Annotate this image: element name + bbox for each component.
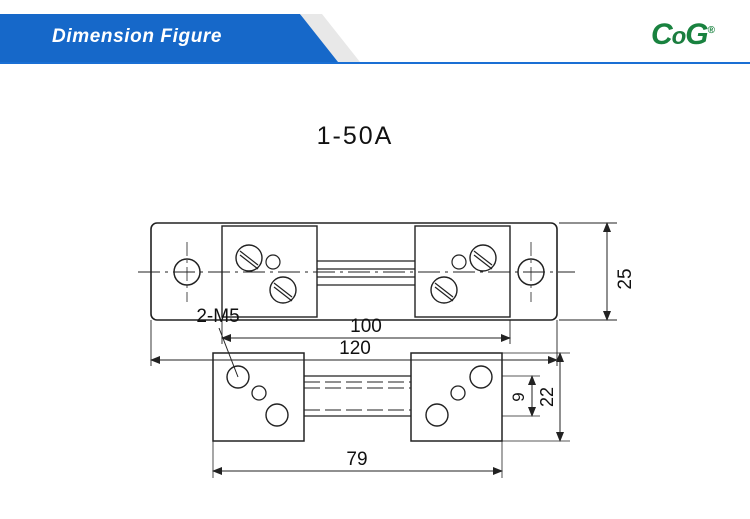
registered-trademark-icon: ® bbox=[707, 25, 714, 36]
dim-label-120: 120 bbox=[339, 338, 371, 359]
side-view-left-hole-2 bbox=[252, 386, 266, 400]
dim-label-9: 9 bbox=[509, 392, 528, 402]
dimension-drawing bbox=[0, 66, 750, 519]
dim-label-79: 79 bbox=[346, 449, 368, 470]
dim-label-22: 22 bbox=[537, 386, 557, 408]
logo-letter-o: o bbox=[671, 23, 686, 50]
top-view-left-sense-hole bbox=[266, 255, 280, 269]
side-view-right-hole-2 bbox=[451, 386, 465, 400]
top-view-left-screws bbox=[236, 245, 296, 303]
page-title: Dimension Figure bbox=[52, 26, 223, 47]
company-logo bbox=[651, 18, 714, 52]
side-view-right-hole-1 bbox=[470, 366, 492, 388]
top-view-right-sense-hole bbox=[452, 255, 466, 269]
logo-letter-g: G bbox=[685, 18, 708, 51]
top-view-dimensions bbox=[151, 223, 636, 366]
dim-label-100: 100 bbox=[350, 316, 382, 337]
side-view-left-hole-3 bbox=[266, 404, 288, 426]
top-view-right-terminal bbox=[415, 226, 510, 317]
figure-title: 1-50A bbox=[316, 122, 394, 150]
top-view-left-terminal bbox=[222, 226, 317, 317]
thread-note-label: 2-M5 bbox=[196, 306, 240, 327]
header-divider bbox=[0, 62, 750, 64]
dim-label-25: 25 bbox=[615, 268, 636, 290]
drawing-canvas bbox=[0, 66, 750, 519]
side-view-right-hole-3 bbox=[426, 404, 448, 426]
side-view-right-block bbox=[411, 353, 502, 441]
side-view-left-block bbox=[213, 353, 304, 441]
top-view-right-screws bbox=[431, 245, 496, 303]
logo-letter-c: C bbox=[650, 18, 672, 51]
page-header bbox=[0, 0, 750, 66]
